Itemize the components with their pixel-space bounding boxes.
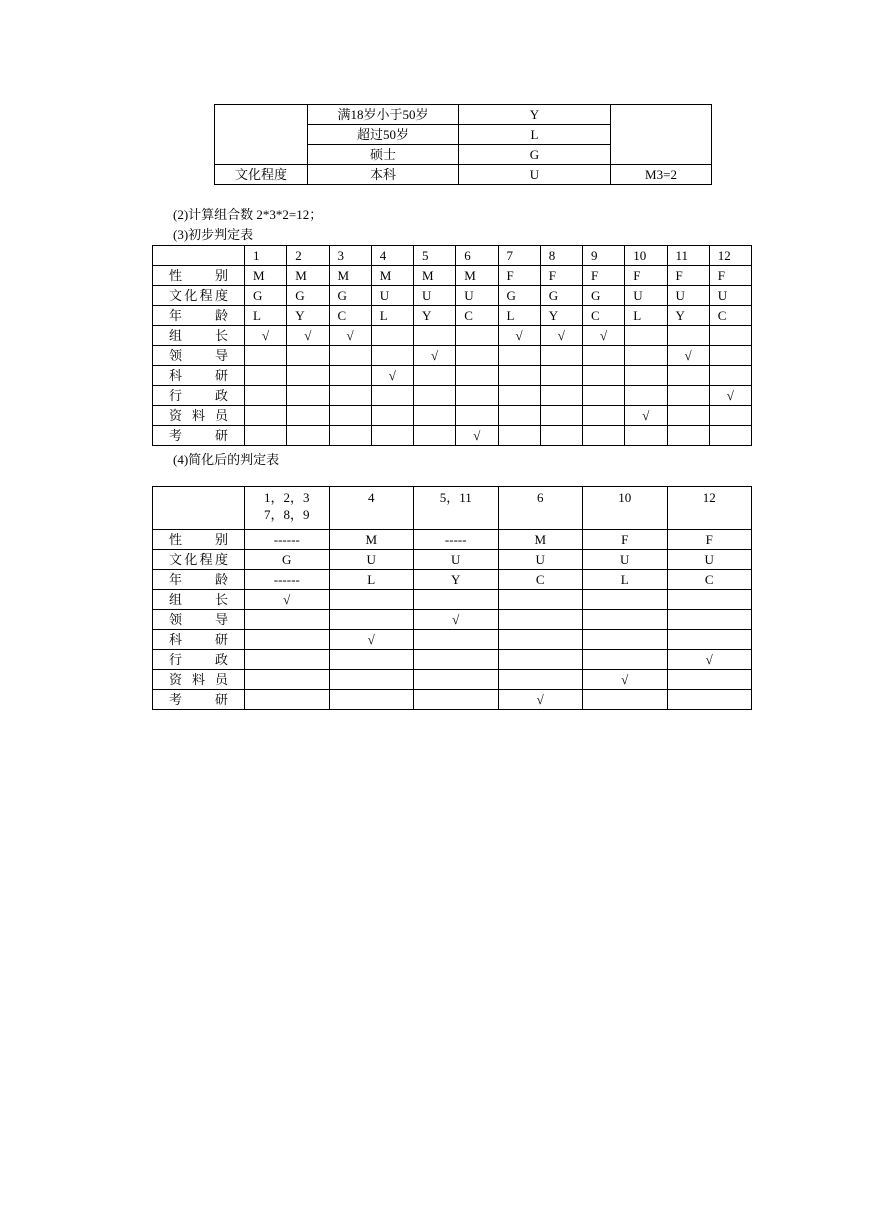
table-cell [625, 426, 667, 446]
table-cell [414, 406, 456, 426]
table-cell [709, 366, 751, 386]
table-cell [371, 346, 413, 366]
table-row [215, 105, 712, 125]
table-cell: C [329, 306, 371, 326]
table-cell [414, 386, 456, 406]
table-cell: √ [709, 386, 751, 406]
condition-code-cell: G [459, 145, 611, 165]
table-cell [287, 346, 329, 366]
table-cell: C [709, 306, 751, 326]
table-cell: G [245, 286, 287, 306]
table-cell [498, 386, 540, 406]
table-row [153, 266, 752, 286]
table-cell: Y [540, 306, 582, 326]
table-cell-empty [153, 487, 245, 530]
row-label-cell: 行政 [153, 386, 245, 406]
table-cell: ------ [245, 530, 330, 550]
table-cell [245, 650, 330, 670]
table-row [153, 286, 752, 306]
table-row [153, 630, 752, 650]
table-cell [414, 326, 456, 346]
table-cell: L [583, 570, 668, 590]
table-cell: √ [245, 326, 287, 346]
table-cell: M [287, 266, 329, 286]
table-cell [414, 670, 499, 690]
rule-number-cell: 4 [371, 246, 413, 266]
table-cell [371, 386, 413, 406]
row-label-cell: 资料员 [153, 670, 245, 690]
rule-group-cell: 12 [667, 487, 752, 530]
table-cell: √ [667, 650, 752, 670]
table-cell [245, 610, 330, 630]
table-cell: √ [456, 426, 498, 446]
condition-code-cell: Y [459, 105, 611, 125]
table-cell [667, 406, 709, 426]
table-cell [456, 326, 498, 346]
table-cell: L [371, 306, 413, 326]
table-row [153, 386, 752, 406]
table-cell [667, 610, 752, 630]
table-cell [583, 406, 625, 426]
condition-label-cell: 文化程度 [215, 165, 308, 185]
row-label-cell: 行政 [153, 650, 245, 670]
table-cell: M [329, 530, 414, 550]
table-cell [709, 326, 751, 346]
rule-number-cell: 9 [583, 246, 625, 266]
table-cell: M [414, 266, 456, 286]
table-cell [709, 426, 751, 446]
table-cell: U [414, 286, 456, 306]
table-cell [709, 346, 751, 366]
table-cell [498, 406, 540, 426]
table-cell [583, 630, 668, 650]
row-label-cell: 科研 [153, 630, 245, 650]
table-cell: √ [583, 326, 625, 346]
table-cell [667, 426, 709, 446]
table-cell: √ [583, 670, 668, 690]
table-cell [329, 610, 414, 630]
simplified-decision-table [152, 486, 752, 710]
rule-number-cell: 3 [329, 246, 371, 266]
table-cell [245, 630, 330, 650]
table-cell: G [329, 286, 371, 306]
row-label-cell: 年龄 [153, 306, 245, 326]
table-cell [667, 590, 752, 610]
table-cell: √ [540, 326, 582, 346]
row-label-cell: 文化程度 [153, 286, 245, 306]
condition-value-cell: 满18岁小于50岁 [308, 105, 459, 125]
table-cell [245, 406, 287, 426]
table-cell [667, 690, 752, 710]
row-label-cell: 领导 [153, 346, 245, 366]
table-cell: M [498, 530, 583, 550]
table-cell: √ [498, 690, 583, 710]
table-header-row [153, 246, 752, 266]
table-row [153, 550, 752, 570]
table-cell [583, 690, 668, 710]
table-cell [456, 366, 498, 386]
table-cell: √ [371, 366, 413, 386]
table-cell [709, 406, 751, 426]
table-row [153, 346, 752, 366]
table-cell [245, 670, 330, 690]
table-cell [329, 650, 414, 670]
table-cell [498, 670, 583, 690]
table-cell [540, 346, 582, 366]
table-cell [498, 366, 540, 386]
table-cell: F [667, 530, 752, 550]
row-label-cell: 组长 [153, 590, 245, 610]
rule-number-cell: 5 [414, 246, 456, 266]
table-cell: G [498, 286, 540, 306]
table-cell [245, 386, 287, 406]
condition-code-cell: L [459, 125, 611, 145]
rule-group-cell: 5，11 [414, 487, 499, 530]
table-cell [625, 346, 667, 366]
row-label-cell: 领导 [153, 610, 245, 630]
table-cell [287, 366, 329, 386]
table-row [215, 165, 712, 185]
table-cell: U [709, 286, 751, 306]
table-cell: F [625, 266, 667, 286]
table-cell: F [498, 266, 540, 286]
table-cell [371, 326, 413, 346]
table-row [153, 610, 752, 630]
condition-count-cell: M3=2 [611, 165, 712, 185]
table-row [153, 326, 752, 346]
table-cell [583, 590, 668, 610]
table-cell: C [456, 306, 498, 326]
table-cell [625, 326, 667, 346]
table-row [153, 670, 752, 690]
table-cell: ----- [414, 530, 499, 550]
table-cell: √ [287, 326, 329, 346]
table-cell: √ [414, 346, 456, 366]
table-cell [583, 346, 625, 366]
rule-number-cell: 12 [709, 246, 751, 266]
table-cell: U [583, 550, 668, 570]
table-cell: √ [329, 326, 371, 346]
table-cell [329, 590, 414, 610]
table-cell [329, 366, 371, 386]
table-cell [414, 630, 499, 650]
table-cell [540, 426, 582, 446]
table-cell: F [667, 266, 709, 286]
table-cell [414, 650, 499, 670]
table-cell [287, 406, 329, 426]
table-cell: L [329, 570, 414, 590]
condition-code-cell: U [459, 165, 611, 185]
table-cell [456, 386, 498, 406]
table-cell [414, 426, 456, 446]
table-cell [456, 346, 498, 366]
table-cell: C [498, 570, 583, 590]
condition-table-fragment [214, 104, 712, 185]
table-cell: M [456, 266, 498, 286]
table-cell: Y [667, 306, 709, 326]
table-cell [498, 346, 540, 366]
table-cell [667, 366, 709, 386]
row-label-cell: 文化程度 [153, 550, 245, 570]
table-cell [498, 590, 583, 610]
table-cell [414, 690, 499, 710]
table-cell: L [498, 306, 540, 326]
table-cell: M [371, 266, 413, 286]
table-cell: ------ [245, 570, 330, 590]
table-row [153, 530, 752, 550]
table-row [153, 650, 752, 670]
table-cell: U [667, 286, 709, 306]
rule-number-cell: 8 [540, 246, 582, 266]
table-cell: G [540, 286, 582, 306]
row-label-cell: 资料员 [153, 406, 245, 426]
table-cell [329, 346, 371, 366]
table-cell: Y [414, 306, 456, 326]
table-cell-empty [611, 105, 712, 165]
table-cell [583, 366, 625, 386]
table-cell [414, 590, 499, 610]
table-cell: U [329, 550, 414, 570]
condition-value-cell: 本科 [308, 165, 459, 185]
table-cell: U [498, 550, 583, 570]
table-cell: L [245, 306, 287, 326]
table-cell: Y [287, 306, 329, 326]
simplified-table-heading: (4)简化后的判定表 [173, 452, 280, 467]
table-cell: U [625, 286, 667, 306]
row-label-cell: 科研 [153, 366, 245, 386]
rule-group-cell: 6 [498, 487, 583, 530]
table-cell [245, 346, 287, 366]
table-cell: M [329, 266, 371, 286]
condition-value-cell: 超过50岁 [308, 125, 459, 145]
table-cell: √ [498, 326, 540, 346]
row-label-cell: 考研 [153, 690, 245, 710]
table-row [153, 406, 752, 426]
table-cell [329, 690, 414, 710]
rule-group-cell: 4 [329, 487, 414, 530]
table-cell [625, 366, 667, 386]
table-cell [498, 650, 583, 670]
table-cell: U [456, 286, 498, 306]
row-label-cell: 性别 [153, 266, 245, 286]
table-cell: G [245, 550, 330, 570]
rule-number-cell: 7 [498, 246, 540, 266]
table-cell: √ [245, 590, 330, 610]
table-cell [371, 406, 413, 426]
table-cell [245, 366, 287, 386]
table-header-row [153, 487, 752, 530]
rule-number-cell: 6 [456, 246, 498, 266]
table-cell [287, 426, 329, 446]
table-cell: G [287, 286, 329, 306]
table-cell [583, 610, 668, 630]
table-row [153, 590, 752, 610]
initial-table-heading: (3)初步判定表 [173, 227, 254, 242]
table-cell: G [583, 286, 625, 306]
combination-count-text: (2)计算组合数 2*3*2=12； [173, 207, 323, 222]
table-cell [329, 670, 414, 690]
row-label-cell: 性别 [153, 530, 245, 550]
table-cell: √ [625, 406, 667, 426]
table-cell [498, 630, 583, 650]
table-cell: M [245, 266, 287, 286]
table-cell: √ [329, 630, 414, 650]
table-cell: C [667, 570, 752, 590]
table-cell [287, 386, 329, 406]
table-row [153, 366, 752, 386]
rule-group-cell: 10 [583, 487, 668, 530]
table-cell [245, 426, 287, 446]
table-cell [329, 386, 371, 406]
table-cell: F [583, 530, 668, 550]
table-cell: U [414, 550, 499, 570]
table-cell [625, 386, 667, 406]
table-cell [329, 426, 371, 446]
row-label-cell: 年龄 [153, 570, 245, 590]
table-cell: √ [414, 610, 499, 630]
table-cell: U [667, 550, 752, 570]
table-cell [583, 426, 625, 446]
initial-decision-table [152, 245, 752, 446]
rule-number-cell: 11 [667, 246, 709, 266]
rule-number-cell: 2 [287, 246, 329, 266]
row-label-cell: 考研 [153, 426, 245, 446]
table-cell [456, 406, 498, 426]
table-cell [667, 386, 709, 406]
table-cell [329, 406, 371, 426]
table-cell [667, 326, 709, 346]
rule-number-cell: 1 [245, 246, 287, 266]
table-cell [371, 426, 413, 446]
table-cell [245, 690, 330, 710]
condition-value-cell: 硕士 [308, 145, 459, 165]
table-row [153, 426, 752, 446]
table-cell [498, 426, 540, 446]
table-cell [414, 366, 456, 386]
table-row [153, 690, 752, 710]
table-cell: F [709, 266, 751, 286]
rule-number-cell: 10 [625, 246, 667, 266]
table-cell-empty [153, 246, 245, 266]
table-row [153, 306, 752, 326]
table-cell: L [625, 306, 667, 326]
table-cell: F [583, 266, 625, 286]
table-cell: Y [414, 570, 499, 590]
table-cell [498, 610, 583, 630]
table-cell [583, 650, 668, 670]
table-cell [667, 630, 752, 650]
table-cell: C [583, 306, 625, 326]
table-cell: √ [667, 346, 709, 366]
table-cell [540, 406, 582, 426]
table-cell-empty [215, 105, 308, 165]
table-cell [540, 366, 582, 386]
table-cell: U [371, 286, 413, 306]
table-cell: F [540, 266, 582, 286]
table-cell [583, 386, 625, 406]
row-label-cell: 组长 [153, 326, 245, 346]
table-cell [667, 670, 752, 690]
table-cell [540, 386, 582, 406]
rule-group-cell: 1，2，3 7，8，9 [245, 487, 330, 530]
table-row [153, 570, 752, 590]
